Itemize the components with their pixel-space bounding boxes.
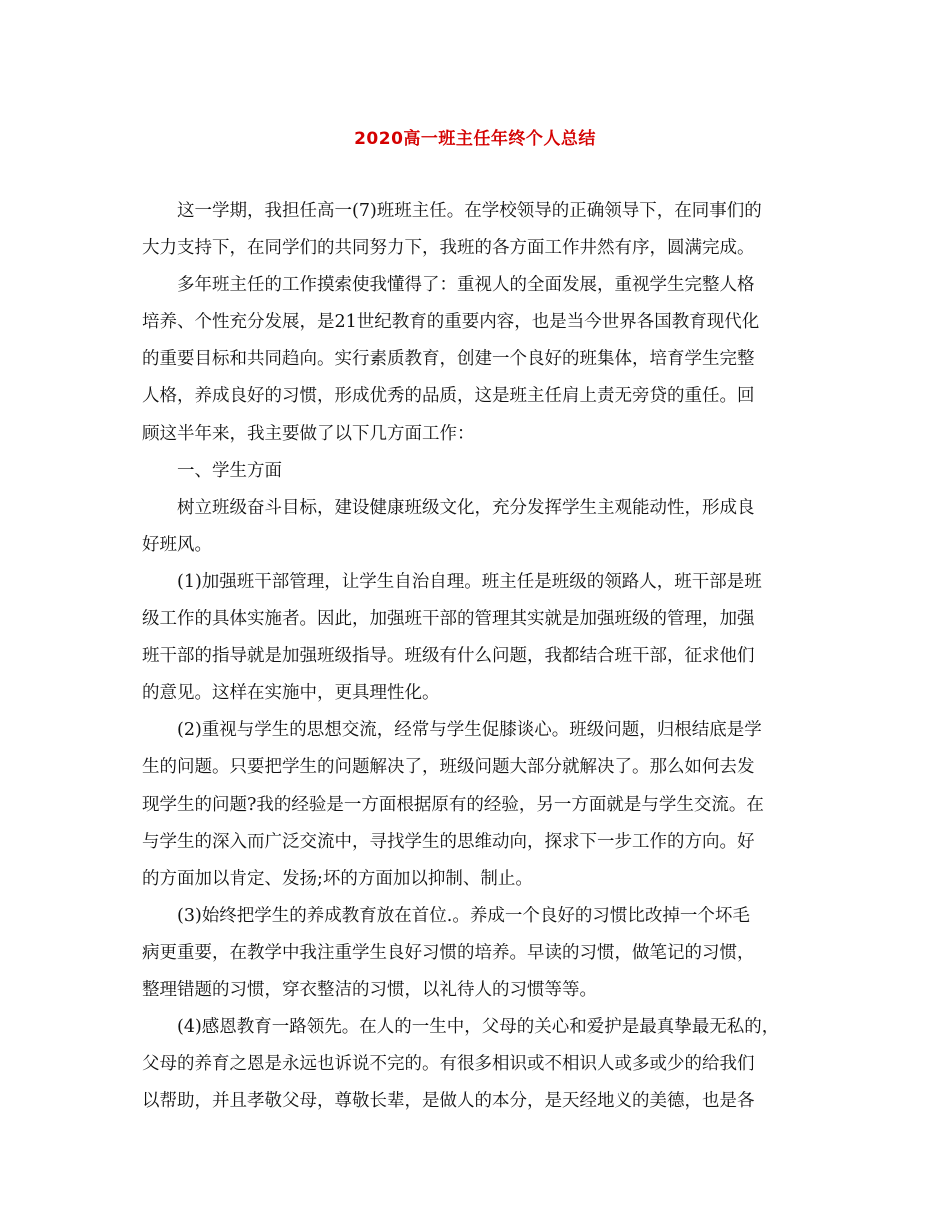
- text-line: 生的问题。只要把学生的问题解决了，班级问题大部分就解决了。那么如何去发: [142, 757, 755, 778]
- text-line: 好班风。: [142, 534, 212, 555]
- text-line: 现学生的问题?我的经验是一方面根据原有的经验，另一方面就是与学生交流。在: [142, 794, 764, 815]
- text-line: 与学生的深入而广泛交流中，寻找学生的思维动向，探求下一步工作的方向。好: [142, 831, 755, 852]
- text-line: 人格，养成良好的习惯，形成优秀的品质，这是班主任肩上责无旁贷的重任。回: [142, 386, 755, 407]
- text-line: 级工作的具体实施者。因此，加强班干部的管理其实就是加强班级的管理，加强: [142, 609, 755, 630]
- text-line: 病更重要，在教学中我注重学生良好习惯的培养。早读的习惯，做笔记的习惯，: [142, 942, 755, 963]
- text-line: 多年班主任的工作摸索使我懂得了：重视人的全面发展，重视学生完整人格: [177, 275, 755, 296]
- text-line: 的重要目标和共同趋向。实行素质教育，创建一个良好的班集体，培育学生完整: [142, 349, 755, 370]
- text-line: (2)重视与学生的思想交流，经常与学生促膝谈心。班级问题，归根结底是学: [177, 720, 762, 741]
- document-title: 2020高一班主任年终个人总结: [354, 129, 596, 149]
- text-line: (3)始终把学生的养成教育放在首位.。养成一个良好的习惯比改掉一个坏毛: [177, 905, 750, 926]
- text-line: 班干部的指导就是加强班级指导。班级有什么问题，我都结合班干部，征求他们: [142, 646, 755, 667]
- document-body: [142, 193, 807, 1120]
- text-line: 这一学期，我担任高一(7)班班主任。在学校领导的正确领导下，在同事们的: [177, 201, 762, 221]
- text-line: 顾这半年来，我主要做了以下几方面工作：: [142, 423, 475, 444]
- text-line: (1)加强班干部管理，让学生自治自理。班主任是班级的领路人，班干部是班: [177, 571, 762, 592]
- text-line: 的方面加以肯定、发扬;坏的方面加以抑制、制止。: [142, 868, 533, 889]
- text-line: 整理错题的习惯，穿衣整洁的习惯，以礼待人的习惯等等。: [142, 979, 597, 1000]
- text-line: 树立班级奋斗目标，建设健康班级文化，充分发挥学生主观能动性，形成良: [177, 497, 755, 518]
- text-line: 一、学生方面: [177, 460, 282, 481]
- text-line: 大力支持下，在同学们的共同努力下，我班的各方面工作井然有序，圆满完成。: [142, 238, 755, 259]
- text-line: (4)感恩教育一路领先。在人的一生中，父母的关心和爱护是最真挚最无私的，: [177, 1017, 780, 1038]
- text-line: 以帮助，并且孝敬父母，尊敬长辈，是做人的本分，是天经地义的美德，也是各: [142, 1091, 755, 1112]
- text-line: 父母的养育之恩是永远也诉说不完的。有很多相识或不相识人或多或少的给我们: [142, 1054, 755, 1075]
- text-line: 的意见。这样在实施中，更具理性化。: [142, 683, 440, 704]
- text-line: 培养、个性充分发展，是21世纪教育的重要内容，也是当今世界各国教育现代化: [142, 312, 760, 333]
